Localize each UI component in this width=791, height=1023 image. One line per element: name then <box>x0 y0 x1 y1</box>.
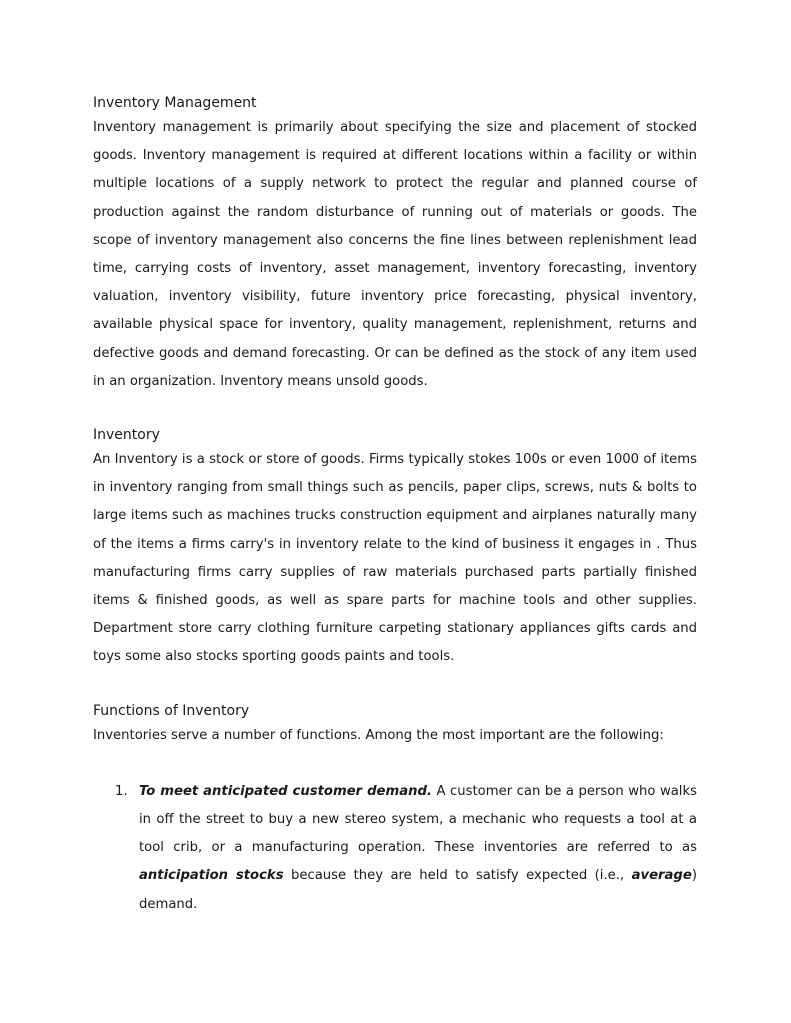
heading-inventory-management: Inventory Management <box>93 95 257 111</box>
paragraph-inventory: An Inventory is a stock or store of goods. Firms typically stokes 100s or even 1000 of items in inventory ranging from small things such as pencils, paper clips, screws, nuts & bolts to large items such as machines trucks construction equipment and airplanes naturally many of the items a firms carry's in inventory relate to the kind of business it engages in . Thus manufacturing firms carry supplies of raw materials purchased parts partially finished items & finished goods, as well as spare parts for machine tools and other supplies. Department store carry clothing furniture carpeting stationary appliances gifts cards and toys some also stocks sporting goods paints and tools. <box>93 452 697 665</box>
paragraph-functions-intro: Inventories serve a number of functions. Among the most important are the following: <box>93 727 664 743</box>
list-item-text: because they are held to satisfy expected (i.e., <box>283 868 632 884</box>
list-item-text: A customer can be a person who walks in off the street to buy a new stereo system, a mechanic who requests a tool at a tool crib, or a manufacturing operation. These inventories are referred to as <box>139 783 697 856</box>
list-item-term: average <box>631 868 692 884</box>
list-item-term: anticipation stocks <box>139 868 284 884</box>
paragraph-gap <box>93 750 697 778</box>
heading-functions-of-inventory: Functions of Inventory <box>93 702 250 719</box>
list-item-number: 1. <box>115 783 128 799</box>
list-item-text: ) demand. <box>139 868 697 912</box>
list-item-lead: To meet anticipated customer demand. <box>139 783 432 799</box>
document-page <box>93 92 697 919</box>
functions-list <box>93 778 697 919</box>
section-inventory-management <box>93 92 697 396</box>
list-item <box>93 778 697 919</box>
paragraph-gap <box>93 672 697 700</box>
section-inventory <box>93 424 697 672</box>
paragraph-inventory-management: Inventory management is primarily about specifying the size and placement of stocked goods. Inventory management is required at different locations within a facility or within multiple locations of a supply network to protect the regular and planned course of production against the random disturbance of running out of materials or goods. The scope of inventory management also concerns the fine lines between replenishment lead time, carrying costs of inventory, asset management, inventory forecasting, inventory valuation, inventory visibility, future inventory price forecasting, physical inventory, available physical space for inventory, quality management, replenishment, returns and defective goods and demand forecasting. Or can be defined as the stock of any item used in an organization. Inventory means unsold goods. <box>93 120 697 389</box>
heading-inventory: Inventory <box>93 427 160 444</box>
section-functions-of-inventory <box>93 700 697 919</box>
paragraph-gap <box>93 396 697 424</box>
